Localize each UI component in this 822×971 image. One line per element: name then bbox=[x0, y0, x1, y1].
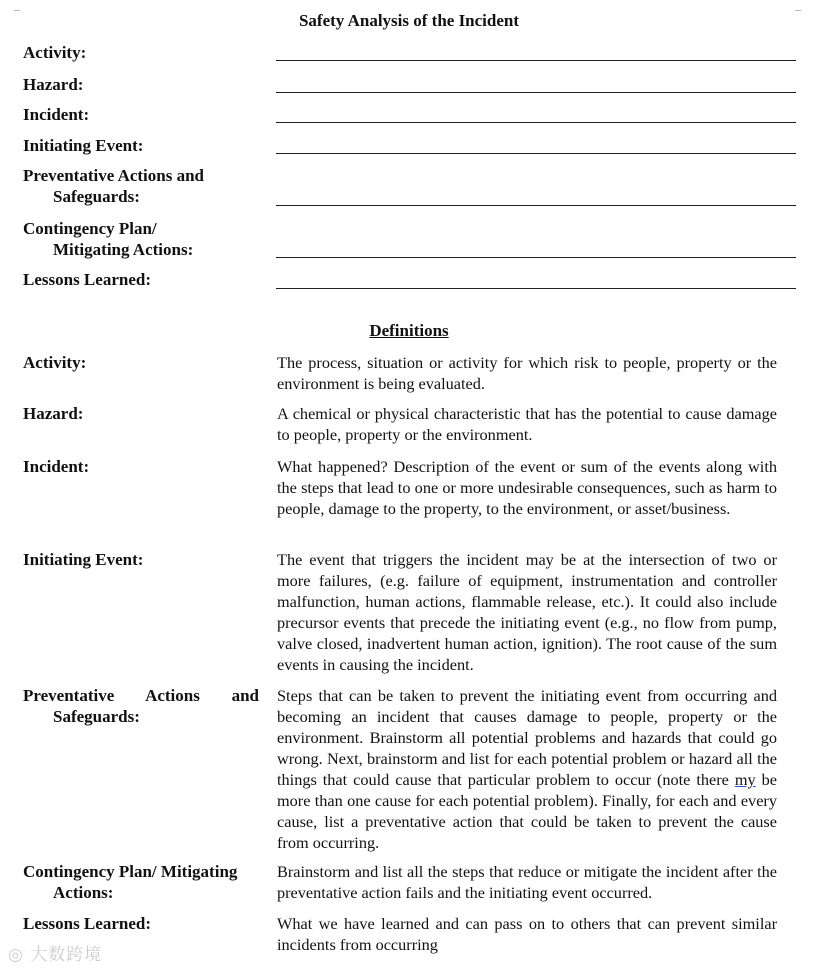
field-label-preventative bbox=[23, 165, 204, 207]
watermark-text: 大数跨境 bbox=[30, 945, 103, 965]
field-line-hazard[interactable] bbox=[276, 92, 796, 93]
term-line: Safeguards: bbox=[53, 707, 140, 726]
field-label-lessons: Lessons Learned: bbox=[23, 270, 151, 289]
page-title: Safety Analysis of the Incident bbox=[298, 11, 520, 30]
def-term-initiating-event: Initiating Event: bbox=[23, 550, 144, 569]
term-line: Actions: bbox=[53, 883, 114, 902]
field-line-incident[interactable] bbox=[276, 122, 796, 123]
label-line: Mitigating Actions: bbox=[53, 240, 194, 259]
field-line-initiating-event[interactable] bbox=[276, 153, 796, 154]
label-line: Contingency Plan/ bbox=[23, 219, 157, 238]
corner-mark: – bbox=[795, 2, 801, 16]
field-line-lessons[interactable] bbox=[276, 288, 796, 289]
def-text-preventative bbox=[277, 685, 777, 853]
watermark-icon: ◎ bbox=[8, 945, 24, 965]
field-label-contingency bbox=[23, 218, 193, 260]
watermark-logo bbox=[8, 940, 102, 965]
field-label-initiating-event: Initiating Event: bbox=[23, 136, 144, 155]
def-text-part: Steps that can be taken to prevent the initiating event from occurring and becoming an incident that causes damage to people, property or the environment. Brainstorm all potential problems and hazards that could go wrong. Next, brainstorm and list for each potential problem or hazard all the things that could cause that particular problem to occur (note there bbox=[277, 686, 777, 789]
def-text-contingency: Brainstorm and list all the steps that reduce or mitigate the incident after the preventative action fails and the initiating event occurred. bbox=[277, 862, 777, 902]
field-line-activity[interactable] bbox=[276, 60, 796, 61]
corner-mark: – bbox=[14, 2, 20, 16]
label-line: Safeguards: bbox=[53, 187, 140, 206]
def-text-incident: What happened? Description of the event or sum of the events along with the steps that lead to one or more undesirable consequences, such as harm to people, damage to the property, to the environment, or asset/business. bbox=[277, 457, 777, 518]
def-text-initiating-event: The event that triggers the incident may be at the intersection of two or more failures, (e.g. failure of equipment, instrumentation and controller malfunction, human actions, flammable release, etc.). It could also include precursor events that precede the initiating event (e.g., no flow from pump, valve closed, inadvertent human action, ignition). The root cause of the sum events in causing the incident. bbox=[277, 550, 777, 674]
def-term-preventative bbox=[23, 685, 259, 727]
field-line-contingency[interactable] bbox=[276, 257, 796, 258]
def-text-activity: The process, situation or activity for which risk to people, property or the environment is being evaluated. bbox=[277, 353, 777, 393]
field-label-hazard: Hazard: bbox=[23, 75, 84, 94]
def-text-part: be more than one cause for each potential problem). Finally, for each and every cause, list a preventative action that could be taken to prevent the cause from occurring. bbox=[277, 770, 777, 852]
term-line: Preventative Actions and bbox=[23, 686, 259, 705]
def-term-activity: Activity: bbox=[23, 353, 87, 372]
label-line: Preventative Actions and bbox=[23, 166, 205, 185]
def-term-incident: Incident: bbox=[23, 457, 90, 476]
def-text-lessons: What we have learned and can pass on to others that can prevent similar incidents from occurring bbox=[277, 914, 777, 954]
def-term-contingency bbox=[23, 861, 237, 903]
def-term-hazard: Hazard: bbox=[23, 404, 84, 423]
field-label-activity: Activity: bbox=[23, 43, 87, 62]
definitions-heading: Definitions bbox=[369, 321, 449, 340]
field-line-preventative[interactable] bbox=[276, 205, 796, 206]
term-line: Contingency Plan/ Mitigating bbox=[23, 862, 238, 881]
def-text-hazard: A chemical or physical characteristic that has the potential to cause damage to people, property or the environment. bbox=[277, 404, 777, 444]
field-label-incident: Incident: bbox=[23, 105, 90, 124]
misspelled-word[interactable]: my bbox=[734, 770, 756, 789]
def-term-lessons: Lessons Learned: bbox=[23, 914, 151, 933]
